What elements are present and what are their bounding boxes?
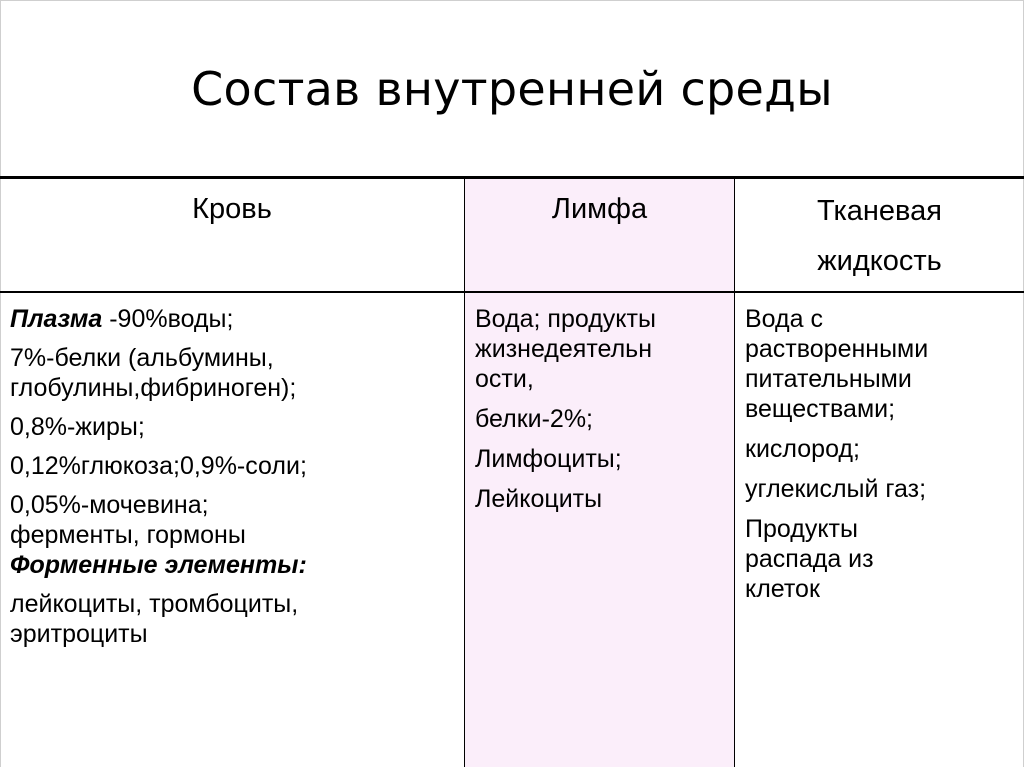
tissue-fluid-cell (745, 304, 1020, 614)
lymphocytes-line: Лимфоциты; (475, 445, 622, 473)
products-line3: клеток (745, 575, 820, 603)
proteins-line (10, 343, 460, 403)
proteins-line2: глобулины,фибриноген); (10, 374, 297, 402)
glucose-salts-line: 0,12%глюкоза;0,9%-соли; (10, 452, 307, 480)
co2-line: углекислый газ; (745, 475, 927, 503)
products-line2: распада из (745, 545, 874, 573)
title-area (0, 0, 1024, 176)
cells-line (10, 589, 460, 649)
lymph-water-line3: ости, (475, 365, 534, 393)
slide-title: Состав внутренней среды (191, 62, 833, 116)
proteins-line1: 7%-белки (альбумины, (10, 344, 274, 372)
plasma-line (10, 304, 460, 334)
tissue-water-line3: питательными (745, 365, 912, 393)
fats-line: 0,8%-жиры; (10, 413, 145, 441)
header-lymph: Лимфа (551, 193, 648, 225)
cells-line2: эритроциты (10, 620, 148, 648)
lymph-water-line (475, 304, 730, 394)
lymph-water-line2: жизнедеятельн (475, 335, 653, 363)
header-blood: Кровь (192, 193, 272, 225)
tissue-water-line1: Вода с (745, 305, 823, 333)
header-separator (0, 291, 1024, 293)
header-tissue-fluid (735, 186, 1024, 286)
header-tissue-line2: жидкость (817, 245, 942, 277)
column-divider-1 (464, 176, 465, 767)
products-line1: Продукты (745, 515, 858, 543)
tissue-water-line4: веществами; (745, 395, 896, 423)
composition-table (0, 176, 1024, 767)
cells-line1: лейкоциты, тромбоциты, (10, 590, 299, 618)
plasma-water: -90%воды; (102, 305, 234, 333)
lymph-cell (475, 304, 730, 524)
oxygen-line: кислород; (745, 435, 860, 463)
lymph-proteins-line: белки-2%; (475, 405, 594, 433)
header-tissue-line1: Тканевая (817, 195, 942, 227)
formed-elements-label: Форменные элементы: (10, 551, 307, 579)
tissue-water-line (745, 304, 1020, 424)
tissue-water-line2: растворенными (745, 335, 929, 363)
leukocytes-line: Лейкоциты (475, 485, 603, 513)
urea-line: 0,05%-мочевина; (10, 491, 209, 519)
lymph-water-line1: Вода; продукты (475, 305, 656, 333)
decay-products-line (745, 514, 1020, 604)
table-top-border (0, 176, 1024, 179)
plasma-label: Плазма (10, 305, 103, 333)
enzymes-line: ферменты, гормоны (10, 521, 246, 549)
blood-cell (10, 304, 460, 658)
